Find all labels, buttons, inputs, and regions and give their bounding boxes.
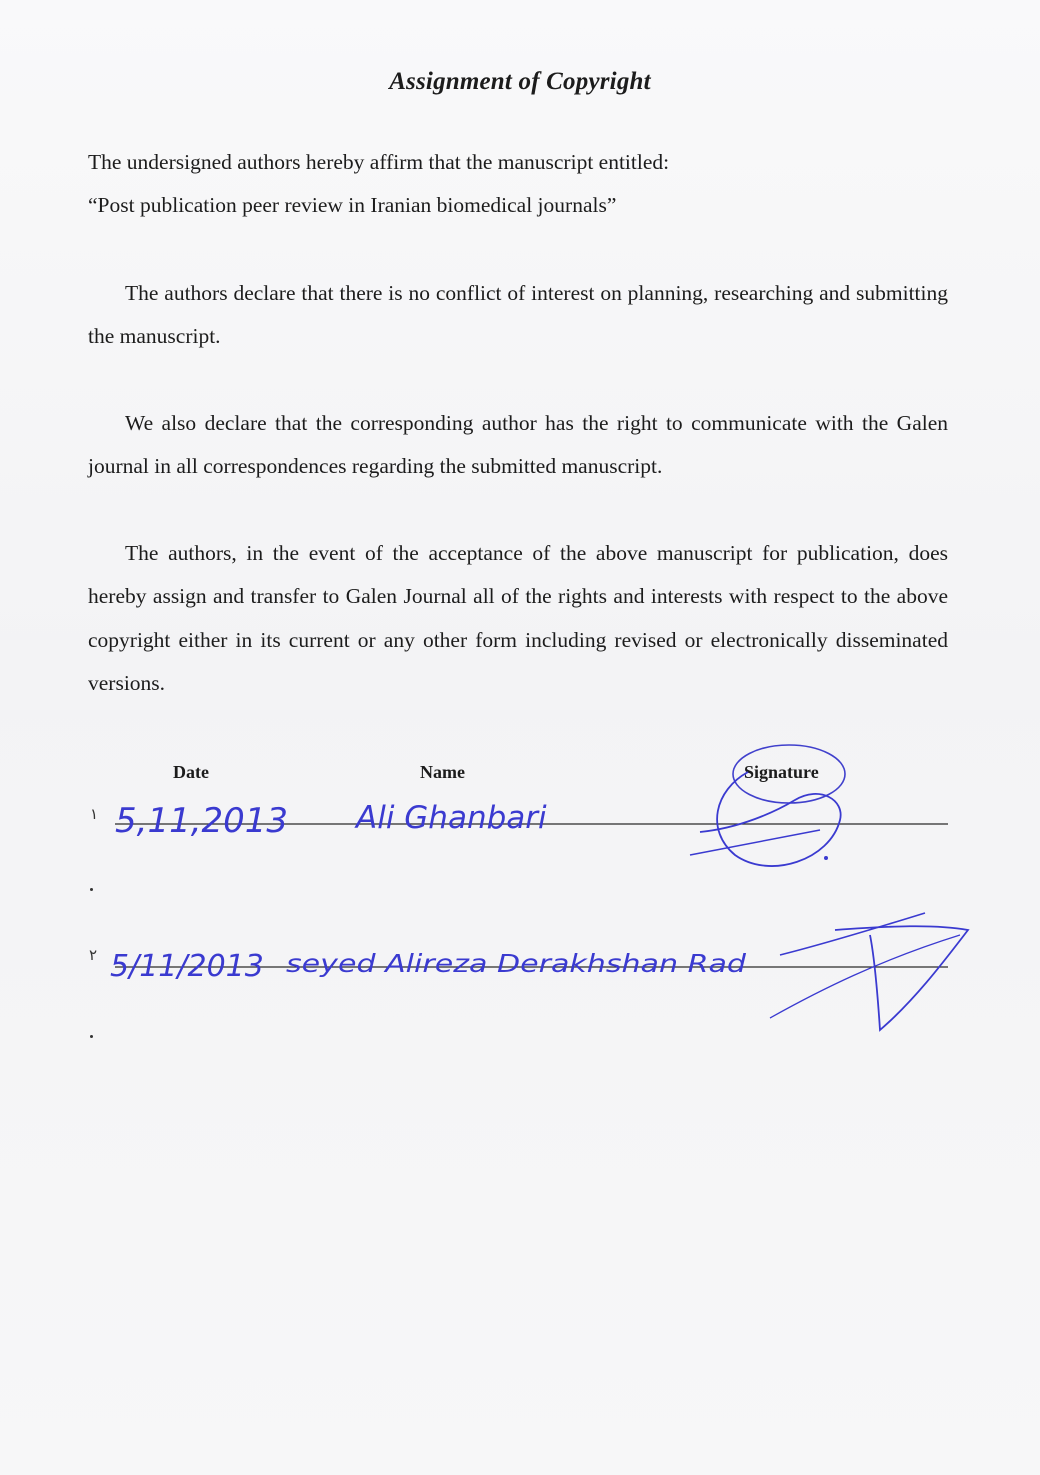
date-column-header: Date xyxy=(173,762,209,782)
document-title: Assignment of Copyright xyxy=(389,68,651,95)
signature-1-dot xyxy=(824,856,828,860)
corresponding-author-text: We also declare that the corresponding author has the right to communicate with the Galen journal in all correspondences regarding the submitted manuscript. xyxy=(88,411,948,479)
row-number-2: ٢ xyxy=(89,948,98,964)
manuscript-title: “Post publication peer review in Iranian biomedical journals” xyxy=(88,193,617,217)
conflict-of-interest-text: The authors declare that there is no conflict of interest on planning, researching and submitting the manuscript. xyxy=(88,281,948,349)
intro-line: The undersigned authors hereby affirm that the manuscript entitled: xyxy=(88,150,670,174)
row-number-1: ١ xyxy=(90,807,99,823)
handwritten-date-1: 5,11,2013 xyxy=(115,801,289,841)
signature-2-stroke xyxy=(835,926,968,1030)
copyright-transfer-text: The authors, in the event of the acceptance of the above manuscript for publication, does hereby assign and transfer to Galen Journal all of the rights and interests with respect to the above copyright either in its current or any other form including revised or electronically disseminated versions. xyxy=(88,541,948,695)
handwritten-name-1: Ali Ghanbari xyxy=(356,800,547,836)
signature-2 xyxy=(780,913,925,955)
handwritten-name-2: seyed Alireza Derakhshan Rad xyxy=(286,949,747,978)
signature-column-header: Signature xyxy=(744,762,819,782)
name-column-header: Name xyxy=(420,762,465,782)
handwritten-date-2: 5/11/2013 xyxy=(110,949,264,984)
circle-mark xyxy=(733,745,845,803)
signature-1-stroke xyxy=(690,830,820,855)
signature-1 xyxy=(700,772,841,866)
